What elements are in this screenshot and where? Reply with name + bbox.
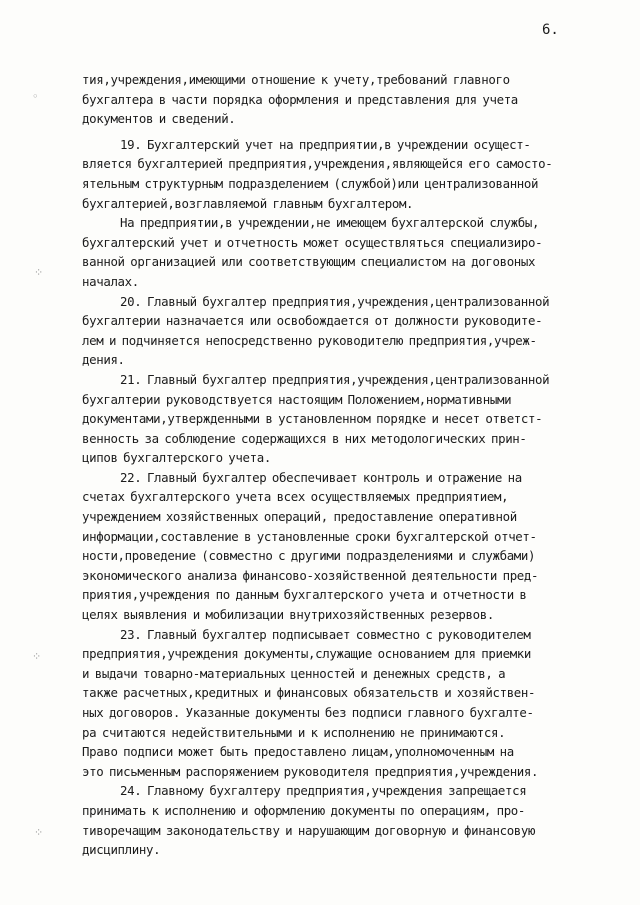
- margin-mark: ⁘: [34, 266, 44, 279]
- text-line: также расчетных,кредитных и финансовых обязательств и хозяйствен-: [82, 685, 536, 701]
- text-line: это письменным распоряжением руководителя предприятия,учреждения.: [82, 763, 539, 779]
- text-line: ности,проведение (совместно с другими подразделениями и службами): [82, 548, 536, 564]
- text-line: целях выявления и мобилизации внутрихозяйственных резервов.: [82, 607, 494, 623]
- text-line: документов и сведений.: [82, 111, 236, 127]
- text-line: приятия,учреждения по данным бухгалтерского учета и отчетности в: [82, 587, 527, 603]
- text-line: учреждением хозяйственных операций, предоставление оперативной: [82, 509, 517, 525]
- text-line: дисциплину.: [82, 842, 161, 858]
- margin-mark: ⁘: [32, 650, 42, 663]
- text-line: вляется бухгалтерией предприятия,учреждения,являющейся его самосто-: [82, 156, 553, 172]
- text-line: началах.: [82, 273, 139, 289]
- text-line: 20. Главный бухгалтер предприятия,учреждения,централизованной: [120, 293, 550, 309]
- text-line: 21. Главный бухгалтер предприятия,учреждения,централизованной: [120, 371, 550, 387]
- text-line: ных договоров. Указанные документы без подписи главного бухгалте-: [82, 705, 534, 720]
- text-line: 22. Главный бухгалтер обеспечивает контроль и отражение на: [120, 469, 522, 485]
- text-line: тиворечащим законодательству и нарушающим договорную и финансовую: [82, 822, 536, 838]
- text-line: 24. Главному бухгалтеру предприятия,учреждения запрещается: [120, 783, 527, 799]
- margin-mark: ◦: [32, 90, 39, 103]
- text-line: ра считаются недействительными и к исполнению не принимаются.: [82, 724, 506, 740]
- text-line: бухгалтерией,возглавляемой главным бухгалтером.: [82, 195, 414, 211]
- text-line: документами,утвержденными в установленном порядке и несет ответст-: [82, 411, 543, 427]
- text-line: Право подписи может быть предоставлено лицам,уполномоченным на: [82, 744, 514, 760]
- text-line: венность за соблюдение содержащихся в них методологических прин-: [82, 430, 527, 446]
- text-line: информации,составление в установленные сроки бухгалтерской отчет-: [82, 528, 537, 544]
- text-line: 19. Бухгалтерский учет на предприятии,в учреждении осущест-: [120, 136, 531, 152]
- text-line: бухгалтерии руководствуется настоящим Положением,нормативными: [82, 391, 512, 407]
- text-line: счетах бухгалтерского учета всех осуществляемых предприятием,: [82, 489, 509, 505]
- text-line: принимать к исполнению и оформлению документы по операциям, про-: [82, 802, 526, 818]
- text-line: ятельным структурным подразделением (службой)или централизованной: [82, 175, 539, 191]
- document-body: [82, 70, 610, 860]
- margin-mark: ⁘: [34, 826, 44, 839]
- text-line: бухгалтерский учет и отчетность может осуществляться специализиро-: [82, 234, 543, 250]
- text-line: 23. Главный бухгалтер подписывает совместно с руководителем: [120, 626, 531, 642]
- text-line: тия,учреждения,имеющими отношение к учету,требований главного: [82, 72, 510, 87]
- text-line: бухгалтера в части порядка оформления и представления для учета: [82, 91, 518, 107]
- text-line: предприятия,учреждения документы,служащие основанием для приемки: [82, 646, 532, 662]
- text-line: дения.: [82, 352, 125, 368]
- page-number: 6.: [542, 22, 559, 38]
- text-line: лем и подчиняется непосредственно руководителю предприятия,учреж-: [82, 332, 537, 348]
- text-line: экономического анализа финансово-хозяйственной деятельности пред-: [82, 567, 539, 583]
- text-line: бухгалтерии назначается или освобождается от должности руководите-: [82, 313, 543, 329]
- text-line: ципов бухгалтерского учета.: [82, 450, 271, 466]
- text-line: На предприятии,в учреждении,не имеющем бухгалтерской службы,: [120, 215, 540, 231]
- text-line: и выдачи товарно-материальных ценностей и денежных средств, а: [82, 665, 506, 681]
- text-line: ванной организацией или соответствующим специалистом на договоных: [82, 254, 536, 270]
